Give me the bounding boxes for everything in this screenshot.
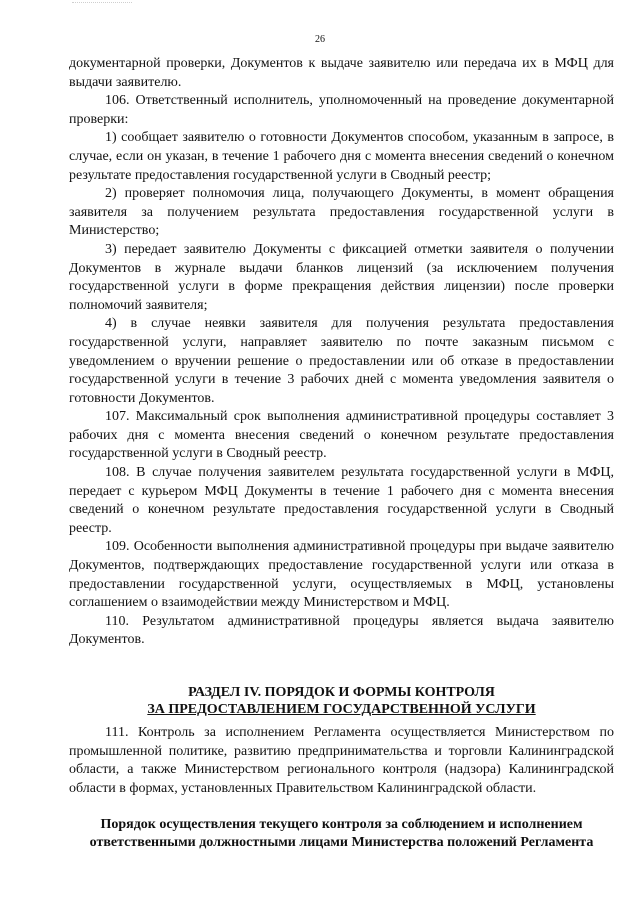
paragraph-p106-2: 2) проверяет полномочия лица, получающего Документы, в момент обращения заявителя за получением результата предоставления государственной услуги в Министерство;: [69, 186, 614, 239]
section-heading-line-2: ЗА ПРЕДОСТАВЛЕНИЕМ ГОСУДАРСТВЕННОЙ УСЛУГИ: [147, 702, 536, 717]
paragraph-p107: 107. Максимальный срок выполнения административной процедуры составляет 3 рабочих дня с момента внесения сведений о конечном результате предоставления государственной услуги в Сводный реестр.: [69, 409, 614, 462]
section-heading-line-1: РАЗДЕЛ IV. ПОРЯДОК И ФОРМЫ КОНТРОЛЯ: [188, 685, 495, 700]
page-body: [69, 55, 614, 852]
subsection-heading: Порядок осуществления текущего контроля за соблюдением и исполнением ответственными должностными лицами Министерства положений Регламента: [89, 817, 594, 851]
paragraph-p109: 109. Особенности выполнения административной процедуры при выдаче заявителю Документов, подтверждающих предоставление государственной услуги или отказа в предоставлении государственной услуги, осуществляемых в МФЦ, установлены соглашением о взаимодействии между Министерством и МФЦ.: [69, 539, 614, 611]
paragraph-p106-4: 4) в случае неявки заявителя для получения результата предоставления государственной услуги, направляет заявителю по почте заказным письмом с уведомлением о вручении решение о предоставлении или об отказе в предоставлении государственной услуги в течение 3 рабочих дней с момента уведомления заявителя о готовности Документов.: [69, 316, 614, 406]
paragraph-cont: документарной проверки, Документов к выдаче заявителю или передача их в МФЦ для выдачи заявителю.: [69, 56, 614, 90]
paragraph-list: [69, 55, 614, 650]
page-number: 26: [315, 34, 325, 45]
paragraph-111: 111. Контроль за исполнением Регламента осуществляется Министерством по промышленной политике, развитию предпринимательства и торговли Калининградской области, а также Министерством регионального контроля (надзора) Калининградской области в формах, установленных Правительством Калининградской области.: [69, 725, 614, 796]
paragraph-p106-1: 1) сообщает заявителю о готовности Документов способом, указанным в запросе, в случае, если он указан, в течение 1 рабочего дня с момента внесения сведений о конечном результате предоставления государственной услуги в Сводный реестр;: [69, 130, 614, 183]
paragraph-p106-3: 3) передает заявителю Документы с фиксацией отметки заявителя о получении Документов в журнале выдачи бланков лицензий (за исключением получения государственной услуги в форме прекращения действия лицензии) после проверки полномочий заявителя;: [69, 241, 614, 313]
section-heading: [69, 684, 614, 718]
paragraph-p108: 108. В случае получения заявителем результата государственной услуги в МФЦ, передает с курьером МФЦ Документы в течение 1 рабочего дня с момента внесения сведений о конечном результате предоставления государственной услуги в Сводный реестр.: [69, 465, 614, 536]
paragraph-p110: 110. Результатом административной процедуры является выдача заявителю Документов.: [69, 613, 614, 648]
scan-artifact: [72, 2, 132, 7]
paragraph-p106: 106. Ответственный исполнитель, уполномоченный на проведение документарной проверки:: [69, 93, 614, 127]
